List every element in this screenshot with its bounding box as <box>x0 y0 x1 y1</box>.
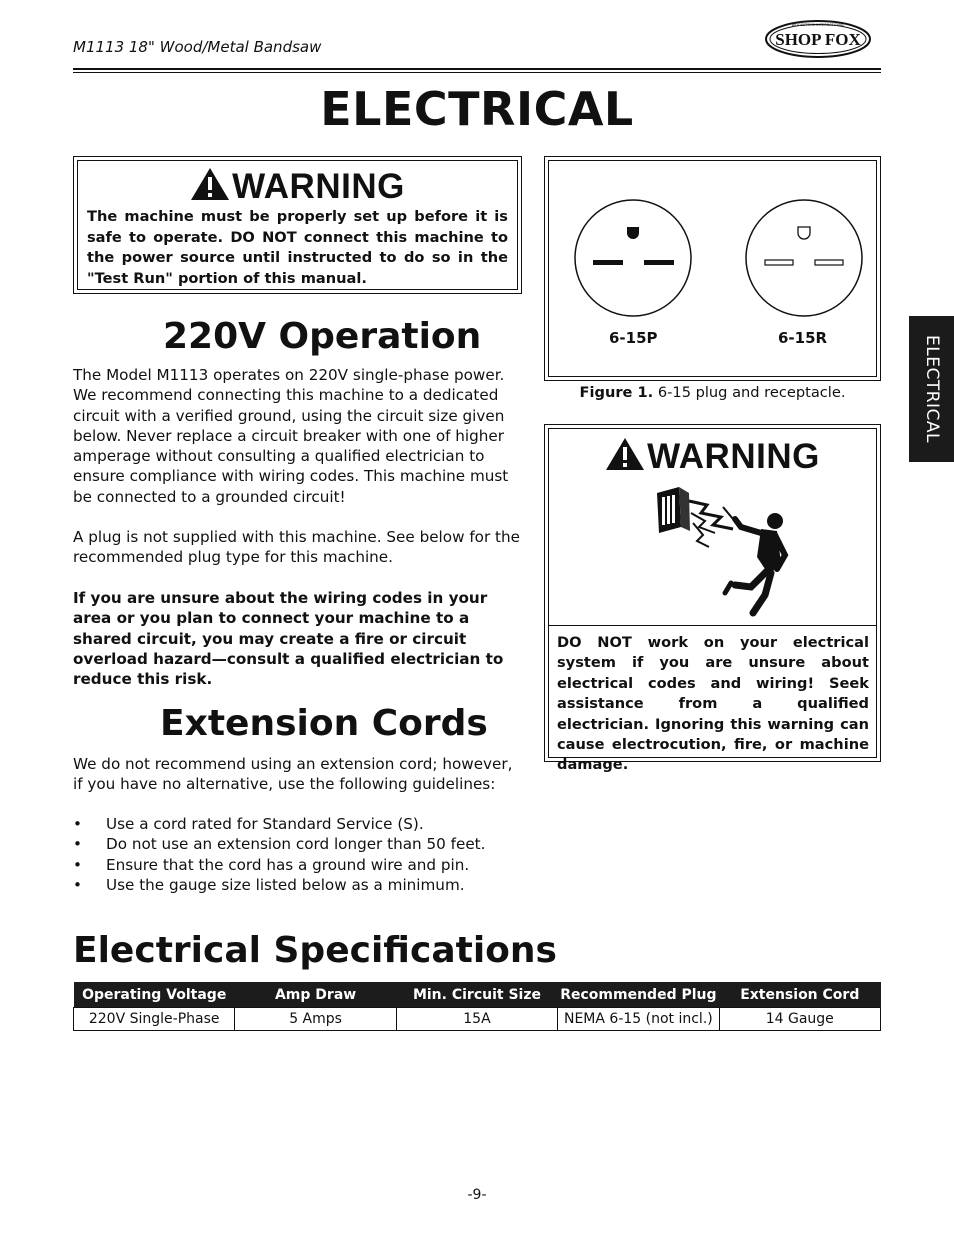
table-row <box>74 1008 881 1031</box>
table-cell: 5 Amps <box>235 1008 396 1031</box>
table-cell: 15A <box>396 1008 557 1031</box>
list-item: • Use the gauge size listed below as a minimum. <box>73 875 533 895</box>
warning-heading: WARNING <box>78 167 517 207</box>
paragraph-extension-intro: We do not recommend using an extension cord; however, if you have no alternative, use the following guidelines: <box>73 755 513 794</box>
list-item: • Use a cord rated for Standard Service (S). <box>73 814 533 834</box>
svg-text:WOODSTOCK INTERNATIONAL: WOODSTOCK INTERNATIONAL <box>791 23 845 27</box>
section-heading-specifications: Electrical Specifications <box>73 930 557 971</box>
column-header: Operating Voltage <box>74 982 235 1008</box>
list-item: • Ensure that the cord has a ground wire and pin. <box>73 855 533 875</box>
section-heading-220v: 220V Operation <box>163 316 482 357</box>
figure-caption: Figure 1. 6-15 plug and receptacle. <box>579 384 846 401</box>
paragraph-220v-intro: The Model M1113 operates on 220V single-phase power. We recommend connecting this machine to a dedicated circuit with a verified ground, using the circuit size given below. Never replace a circuit breaker with one of higher amperage without consulting a qualified electrician to ensure compliance with wiring codes. This machine must be connected to a grounded circuit! <box>73 366 509 506</box>
list-item: • Do not use an extension cord longer than 50 feet. <box>73 834 533 854</box>
page-number: -9- <box>467 1187 487 1203</box>
figure-plug-receptacle <box>544 156 881 381</box>
header-rule-thin <box>73 72 881 73</box>
table-cell: 220V Single-Phase <box>74 1008 235 1031</box>
warning-box-electrocution <box>544 424 881 774</box>
header-rule <box>73 68 881 70</box>
table-cell: NEMA 6-15 (not incl.) <box>558 1008 719 1031</box>
warning-heading: WARNING <box>549 437 876 477</box>
manual-title: M1113 18" Wood/Metal Bandsaw <box>73 38 322 56</box>
column-header: Recommended Plug <box>558 982 719 1008</box>
paragraph-wiring-caution: If you are unsure about the wiring codes in your area or you plan to connect your machine to a shared circuit, you may create a fire or circuit overload hazard—consult a qualified electrician to reduce this risk. <box>73 589 504 689</box>
table-cell: 14 Gauge <box>719 1008 880 1031</box>
warning-box-setup <box>73 156 522 294</box>
shop-fox-logo <box>764 18 872 60</box>
warning-divider <box>549 625 876 626</box>
receptacle-6-15r-icon <box>746 200 862 316</box>
plug-6-15p-icon <box>575 200 691 316</box>
warning-text: The machine must be properly set up before it is safe to operate. DO NOT connect this machine to the power source until instructed to do so in the "Test Run" portion of this manual. <box>87 208 508 287</box>
electrical-specifications-table <box>73 982 881 1031</box>
electrocution-icon <box>649 483 789 619</box>
svg-text:SHOP FOX: SHOP FOX <box>775 30 861 49</box>
label-6-15r: 6-15R <box>778 329 828 347</box>
column-header: Min. Circuit Size <box>396 982 557 1008</box>
page-title: ELECTRICAL <box>320 82 634 136</box>
plug-receptacle-diagram <box>549 161 878 378</box>
warning-text: DO NOT work on your electrical system if you are unsure about electrical codes and wiring! Seek assistance from a qualified electrician. Ignoring this warning can cause electrocution, fire, or machine damage. <box>557 634 869 774</box>
column-header: Amp Draw <box>235 982 396 1008</box>
label-6-15p: 6-15P <box>609 329 658 347</box>
paragraph-plug-note: A plug is not supplied with this machine. See below for the recommended plug type for this machine. <box>73 528 520 567</box>
warning-triangle-icon <box>190 167 230 201</box>
warning-triangle-icon <box>605 437 645 471</box>
table-header-row <box>74 982 881 1008</box>
extension-guidelines-list <box>73 814 533 895</box>
section-heading-extension-cords: Extension Cords <box>160 703 488 744</box>
section-side-tab: ELECTRICAL <box>909 316 954 462</box>
column-header: Extension Cord <box>719 982 880 1008</box>
